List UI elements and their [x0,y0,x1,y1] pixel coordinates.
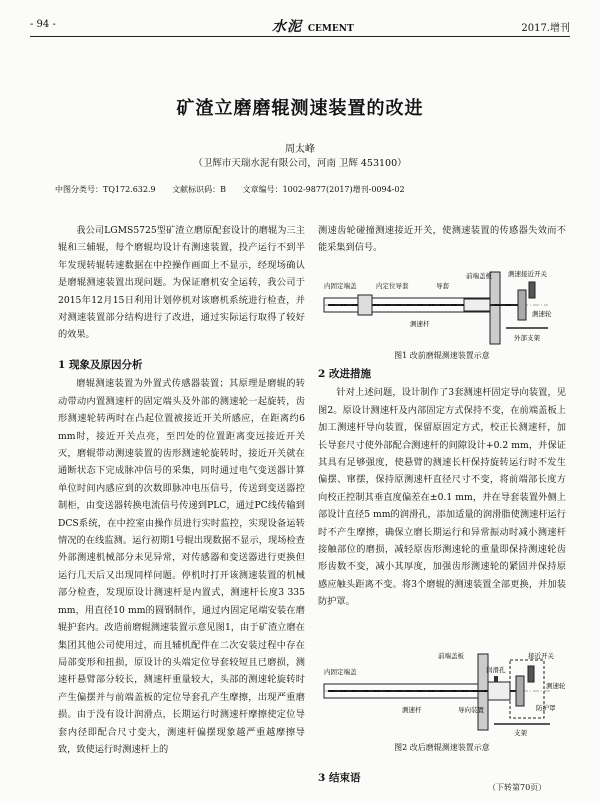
clc-number: 中图分类号：TQ172.632.9 [55,185,156,194]
figure-2-caption: 图2 改后磨辊测速装置示意 [394,743,490,752]
fig1-label-bracket: 外部支架 [514,334,540,342]
fig2-label-rod: 测速杆 [402,706,422,714]
article-number: 文章编号：1002-9877(2017)增刊-0094-02 [242,185,405,194]
section-1-heading: 1 现象及原因分析 [58,359,143,371]
fig2-label-gear: 测速轮 [546,682,566,690]
fig1-label-cover: 内固定端盖 [324,282,357,290]
guide-sleeve [464,299,490,311]
author: 周太峰 [285,144,315,155]
fig1-label-front: 前端盖板 [466,272,492,280]
fig2-label-lube: 润滑孔 [486,666,506,674]
fig2-label-guide: 导向装置 [458,706,484,714]
fig1-label-gear: 测速轮 [532,310,552,318]
classification-line [55,184,555,195]
proximity-switch-2 [528,666,534,682]
intro-paragraph: 我公司LGMS5725型矿渣立磨原配套设计的磨辊为三主辊和三辅辊，每个磨辊均设计有测速装置，投产运行不到半年发现转辊转速数据在中控操作画面上不显示，经现场确认是磨辊测速装置出现问题。为保证磨机安全运转，我公司于2015年12月15日利用计划停机对该磨机系统进行检查，并对测速装置部分结构进行了改进，通过实际运行取得了较好的效果。 [58,225,305,341]
fig2-label-fix: 内固定端盖 [324,668,357,676]
right-column-top [318,222,566,257]
right-column-body [318,365,566,645]
inner-locate-sleeve [358,295,372,315]
section-3-heading: 3 结束语 [318,772,361,784]
continued-note: （下转第70页） [488,783,547,792]
fig1-label-rod: 测速杆 [410,320,430,328]
speed-gear [518,290,526,320]
proximity-switch [529,282,535,298]
front-cover-plate [490,272,500,344]
fig2-label-front: 前端盖板 [438,652,464,660]
figure-1-caption: 图1 改前磨辊测速装置示意 [394,351,490,360]
fig2-label-probe: 接近开关 [528,652,554,660]
lube-hole [494,676,498,682]
continued-paragraph: 测速齿轮碰撞测速接近开关，使测速装置的传感器失效而不能采集到信号。 [318,225,566,254]
figure-2-diagram [318,648,568,738]
fig2-label-guard: 防护罩 [536,704,556,712]
issue-label: 2017.增刊 [521,23,570,34]
guide-device [488,682,510,700]
section-1-paragraph: 磨辊测速装置为外置式传感器装置；其原理是磨辊的转动带动内置测速杆的固定端头及外部的测速轮一起旋转，齿形测速轮转两时在凸起位置被接近开关所感应，在距离约6 mm时，接近开关点亮，至凹处的位置距离变远接近开关灭，磨辊带动测速装置的齿形测速轮旋转时，接近开关就在通断状态下完成脉冲信号的采集，同时通过电气变送器计算单位时间内感应到的次数即脉冲电压信号，传送到变送器控制柜，由变送器转换电流信号传递到PLC，通过PC线传输到DCS系统，在中控室由操作员进行实时监控，实现设备运转情况的在线监测。运行初期1号辊出现数据不显示，现场检查外部测速机械部分未见异常，对传感器和变送器进行更换但运行几天后又出现同样问题。停机时打开该测速装置的机械部分检查，发现原设计测速杆是内置式，测速杆长度3 335 mm，用直径10 mm的圆钢制作，通过内固定尾端安装在磨辊护套内。改造前磨辊测速装置示意见图1，由于矿渣立磨在集团其他公司使用过，而且辅机配件在二次安装过程中存在局部变形和扭损，原设计的头端定位导套较短且已磨损，测速杆悬臂部分较长，测速杆重量较大，头部的测速轮旋转时产生偏摆并与前端盖板的定位导套孔产生摩擦，出现严重磨损。由于没有设计润滑点，长期运行时测速杆摩擦使定位导套内径即配合尺寸变大，测速杆偏摆现象越严重越摩擦导致，致使运行时测速杆上的 [58,378,305,755]
speed-gear-2 [516,676,524,706]
figure-1-diagram [318,268,568,350]
header-rule [30,36,570,37]
affiliation: （卫辉市天瑞水泥有限公司，河南 卫辉 453100） [193,158,407,169]
fig1-label-locate: 内定位导套 [376,282,409,290]
article-title: 矿渣立磨磨辊测速装置的改进 [176,98,424,119]
doc-code: 文献标识码：B [172,185,227,194]
fig1-label-guide: 导套 [436,282,449,290]
section-2-paragraph: 针对上述问题，设计制作了3套测速杆固定导向装置，见图2。原设计测速杆及内部固定方式保持不变，在前端盖板上加工测速杆导向装置，保留原固定方式，校正长测速杆，加长导套尺寸使外部配合测速杆的间隙设计+0.2 mm，并保证其具有足够强度，使悬臂的测速长杆保持旋转运行时不发生偏摆、窜摆，保持原测速杆直径尺寸不变，将前端部长度方向校正控制其垂直度偏差在±0.1 mm，并在导套装置外侧上部设计直径5 mm的润滑孔，添加适量的润滑脂使测速杆运行时不产生摩擦，确保立磨长期运行和异常振动时减小测速杆接触部位的磨损，减轻原齿形测速轮的重量即保持测速轮齿形齿数不变，减小其厚度，加强齿形测速轮的紧固并保持原感应触头距离不变。将3个磨辊的测速装置全部更换，并加装防护罩。 [318,387,566,608]
fig1-label-probe: 测速接近开关 [508,270,547,278]
section-2-heading: 2 改进措施 [318,368,371,380]
fig2-label-bracket: 支架 [514,729,527,737]
journal-logo: 水泥 CEMENT [272,19,354,35]
page-header [30,16,570,34]
page-number: - 94 - [30,19,56,30]
left-column [58,222,305,795]
